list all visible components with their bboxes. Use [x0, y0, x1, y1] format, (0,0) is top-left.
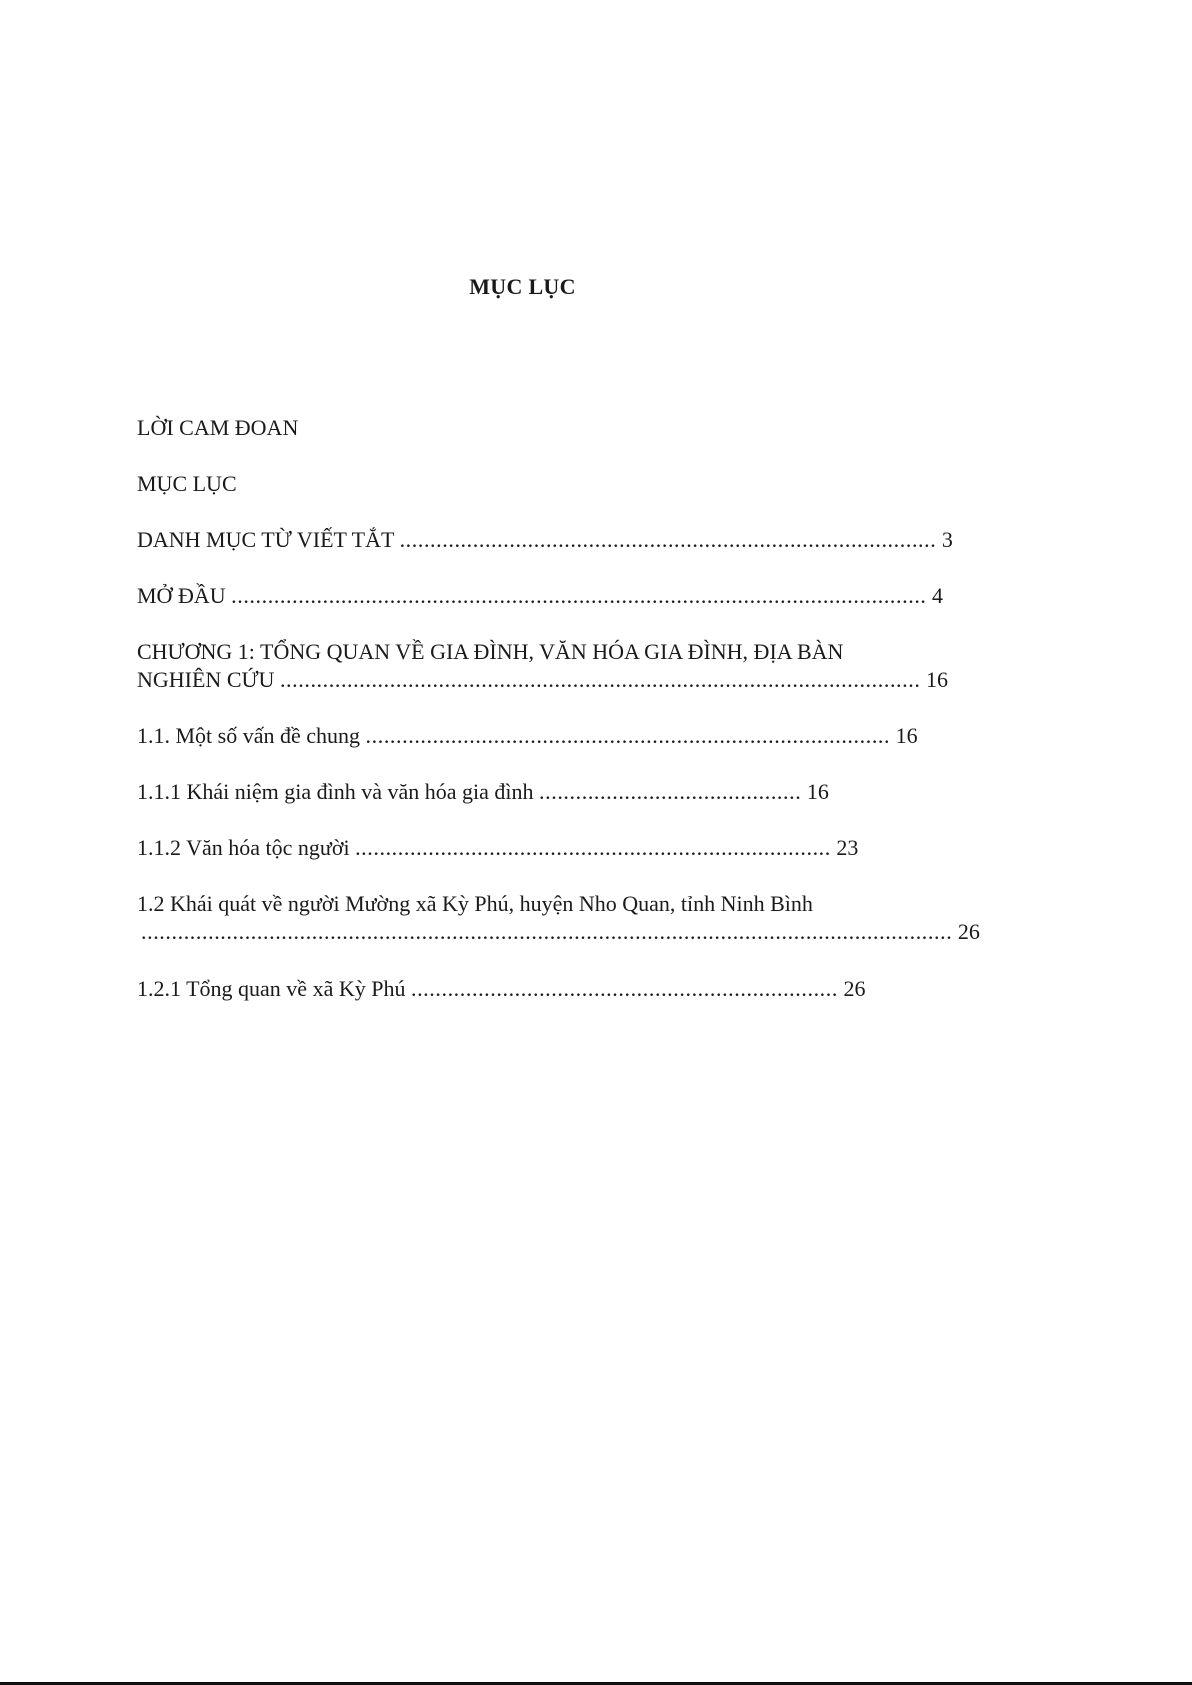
toc-entry-leader: .....................................................................................................................................: [141, 919, 953, 944]
toc-entry-text: MỞ ĐẦU: [137, 583, 226, 608]
toc-entry-leader: ...........................................: [539, 779, 802, 804]
toc-entry-chuong-1-line2: [137, 666, 948, 694]
toc-entry-1-2-line2: [141, 918, 980, 946]
toc-entry-text: NGHIÊN CỨU: [137, 667, 275, 692]
toc-entry-1-2-1: [137, 975, 865, 1003]
toc-entry-leader: ..................................................................................................................: [231, 583, 927, 608]
toc-entry-leader: ......................................................................................: [365, 723, 891, 748]
toc-entry-1-2-line1: [137, 890, 813, 918]
toc-entry-text: DANH MỤC TỪ VIẾT TẮT: [137, 527, 395, 552]
toc-entry-text: 1.2.1 Tổng quan về xã Kỳ Phú: [137, 976, 406, 1001]
toc-entry-1-1-2: [137, 834, 858, 862]
toc-entry-1-1: [137, 722, 918, 750]
toc-entry-page: 23: [836, 835, 859, 860]
toc-entry-loi-cam-doan: [137, 414, 298, 442]
toc-entry-text: CHƯƠNG 1: TỔNG QUAN VỀ GIA ĐÌNH, VĂN HÓA GIA ĐÌNH, ĐỊA BÀN: [137, 639, 844, 664]
toc-entry-page: 16: [925, 667, 948, 692]
toc-entry-leader: ......................................................................: [410, 976, 838, 1001]
toc-entry-muc-luc: [137, 470, 237, 498]
toc-entry-text: LỜI CAM ĐOAN: [137, 415, 299, 440]
toc-entry-page: 26: [957, 919, 980, 944]
toc-entry-text: 1.1.2 Văn hóa tộc người: [137, 835, 350, 860]
toc-entry-page: 4: [932, 583, 944, 608]
page-title: MỤC LỤC: [469, 274, 576, 299]
toc-entry-1-1-1: [137, 778, 829, 806]
toc-entry-leader: .........................................................................................................: [279, 667, 921, 692]
toc-entry-text: 1.1.1 Khái niệm gia đình và văn hóa gia đình: [137, 779, 534, 804]
toc-entry-page: 16: [806, 779, 829, 804]
toc-entry-page: 16: [895, 723, 918, 748]
toc-entry-text: 1.1. Một số vấn đề chung: [137, 723, 361, 748]
toc-entry-leader: ........................................................................................: [399, 527, 937, 552]
toc-entry-page: 3: [941, 527, 953, 552]
toc-entry-leader: ..............................................................................: [355, 835, 831, 860]
toc-entry-text: MỤC LỤC: [137, 471, 237, 496]
toc-entry-page: 26: [843, 976, 866, 1001]
toc-entry-chuong-1-line1: [137, 638, 843, 666]
toc-entry-mo-dau: [137, 582, 943, 610]
toc-entry-text: 1.2 Khái quát về người Mường xã Kỳ Phú, huyện Nho Quan, tỉnh Ninh Bình: [137, 891, 813, 916]
toc-entry-danh-muc: [137, 526, 953, 554]
